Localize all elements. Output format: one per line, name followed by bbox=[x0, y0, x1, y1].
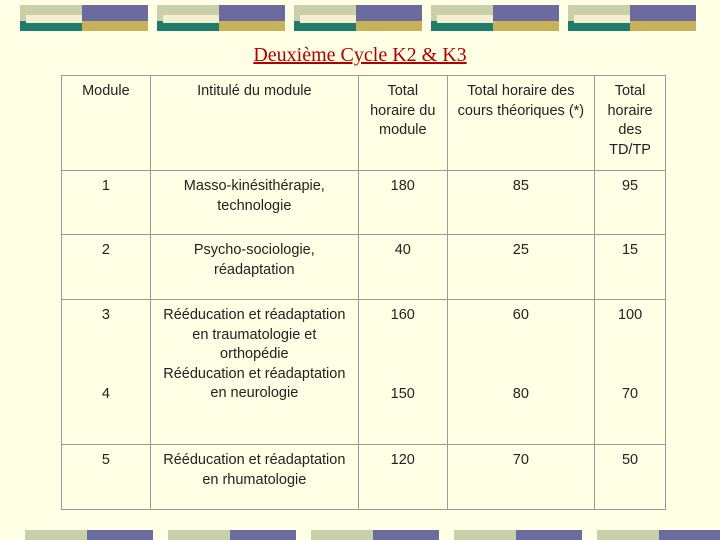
decoration-block bbox=[157, 5, 287, 33]
table-row bbox=[62, 171, 666, 235]
cell-td-pair bbox=[595, 300, 666, 445]
modules-table bbox=[61, 75, 666, 510]
decoration-block bbox=[311, 530, 441, 540]
cell-total: 40 bbox=[358, 235, 447, 300]
cell-theory: 85 bbox=[447, 171, 594, 235]
cell-module: 3 bbox=[101, 307, 110, 323]
cell-total-pair bbox=[358, 300, 447, 445]
cell-module: 2 bbox=[62, 235, 151, 300]
cell-td: 100 bbox=[617, 307, 643, 323]
cell-td: 15 bbox=[595, 235, 666, 300]
cell-title: Psycho-sociologie, réadaptation bbox=[150, 235, 358, 300]
table-header-row bbox=[62, 76, 666, 171]
decoration-block bbox=[568, 5, 698, 33]
cell-td: 70 bbox=[621, 385, 639, 402]
table-row bbox=[62, 235, 666, 300]
cell-module: 1 bbox=[62, 171, 151, 235]
cell-theory: 25 bbox=[447, 235, 594, 300]
decoration-block bbox=[597, 530, 720, 540]
header-td: Total horaire des TD/TP bbox=[595, 76, 666, 171]
header-module: Module bbox=[62, 76, 151, 171]
cell-total: 160 bbox=[390, 307, 415, 323]
decoration-block bbox=[294, 5, 424, 33]
header-theory: Total horaire des cours théoriques (*) bbox=[447, 76, 594, 171]
header-total: Total horaire du module bbox=[358, 76, 447, 171]
cell-total: 180 bbox=[358, 171, 447, 235]
cell-total: 150 bbox=[390, 385, 415, 402]
cell-theory: 70 bbox=[447, 445, 594, 510]
table-row bbox=[62, 445, 666, 510]
cell-theory: 80 bbox=[512, 385, 529, 402]
page-title: Deuxième Cycle K2 & K3 bbox=[253, 44, 467, 66]
cell-module: 5 bbox=[62, 445, 151, 510]
cell-td: 50 bbox=[595, 445, 666, 510]
cell-theory: 60 bbox=[512, 307, 529, 323]
cell-title: Rééducation et réadaptation en neurologie bbox=[163, 365, 346, 401]
decoration-block bbox=[20, 5, 150, 33]
cell-title-pair bbox=[150, 300, 358, 445]
cell-title: Rééducation et réadaptation en rhumatologie bbox=[150, 445, 358, 510]
decoration-block bbox=[168, 530, 298, 540]
cell-module: 4 bbox=[101, 385, 110, 402]
header-title: Intitulé du module bbox=[150, 76, 358, 171]
header-decoration bbox=[0, 5, 720, 35]
cell-total: 120 bbox=[358, 445, 447, 510]
table-row-merged bbox=[62, 300, 666, 445]
cell-theory-pair bbox=[447, 300, 594, 445]
decoration-block bbox=[431, 5, 561, 33]
footer-decoration bbox=[0, 530, 720, 540]
cell-title: Masso-kinésithérapie, technologie bbox=[150, 171, 358, 235]
cell-td: 95 bbox=[595, 171, 666, 235]
cell-module-pair bbox=[62, 300, 151, 445]
decoration-block bbox=[25, 530, 155, 540]
cell-title: Rééducation et réadaptation en traumatologie et orthopédie bbox=[163, 307, 346, 362]
decoration-block bbox=[454, 530, 584, 540]
